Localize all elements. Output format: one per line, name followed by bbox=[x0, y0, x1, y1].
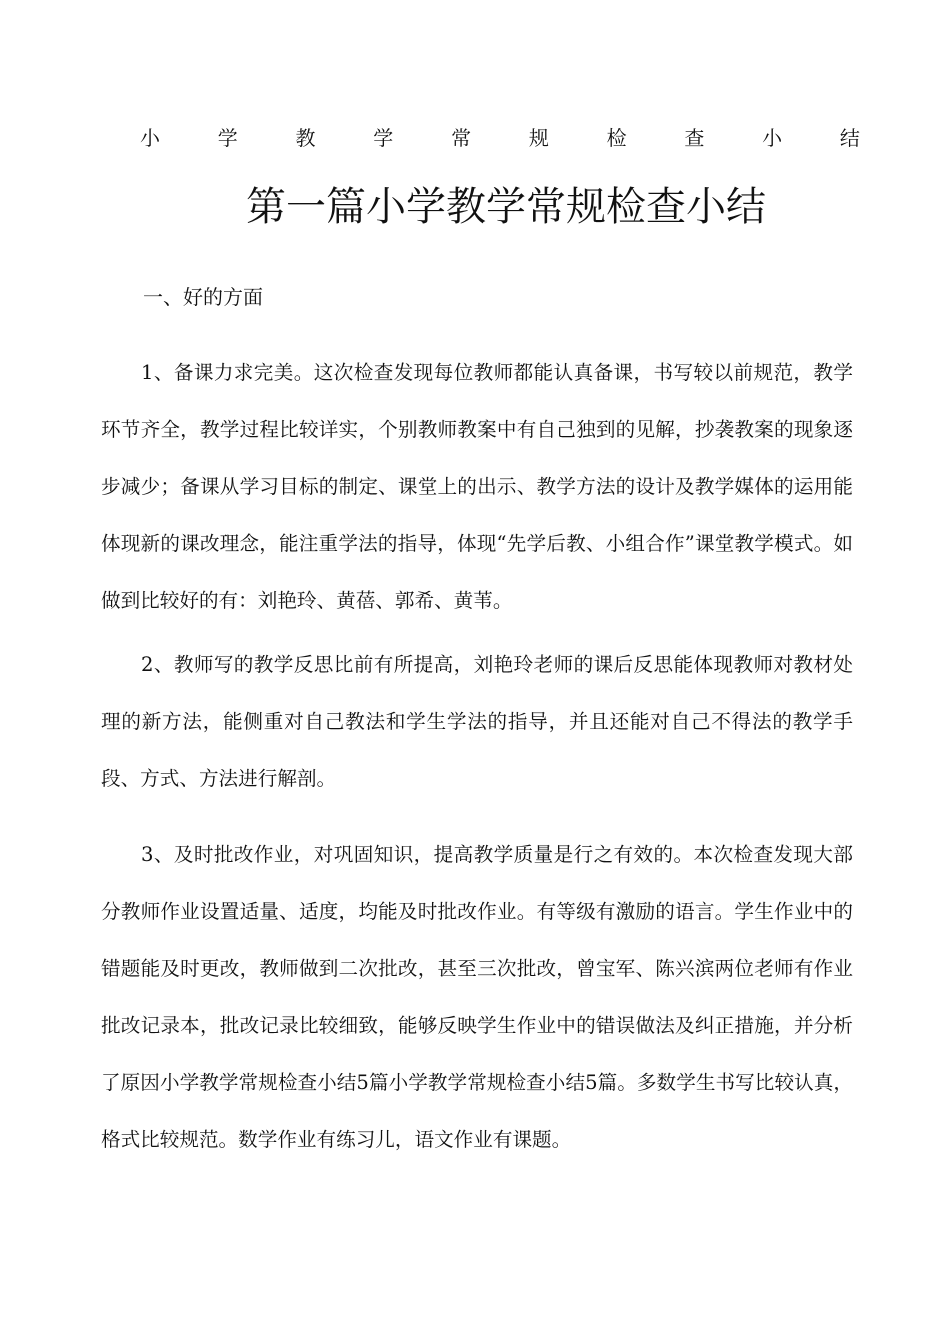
paragraph-teaching-reflection: 2、教师写的教学反思比前有所提高，刘艳玲老师的课后反思能体现教师对教材处理的新方法，能侧重对自己教法和学生学法的指导，并且还能对自己不得法的教学手段、方式、方法进行解剖。 bbox=[101, 653, 853, 790]
header-char: 学 bbox=[373, 126, 394, 150]
header-char: 教 bbox=[295, 126, 316, 150]
header-char: 规 bbox=[528, 126, 549, 150]
header-char: 小 bbox=[762, 126, 783, 150]
document-title: 第一篇小学教学常规检查小结 bbox=[246, 184, 766, 230]
header-char: 检 bbox=[606, 126, 627, 150]
header-char: 学 bbox=[217, 126, 238, 150]
spaced-header-title bbox=[140, 124, 860, 152]
header-char: 常 bbox=[451, 126, 472, 150]
paragraph-homework-correction: 3、及时批改作业，对巩固知识，提高教学质量是行之有效的。本次检查发现大部分教师作业设置适量、适度，均能及时批改作业。有等级有激励的语言。学生作业中的错题能及时更改，教师做到二次批改，甚至三次批改，曾宝军、陈兴滨两位老师有作业批改记录本，批改记录比较细致，能够反映学生作业中的错误做法及纠正措施，并分析了原因小学教学常规检查小结5篇小学教学常规检查小结5篇。多数学生书写比较认真，格式比较规范。数学作业有练习儿，语文作业有课题。 bbox=[101, 843, 853, 1151]
section-heading: 一、好的方面 bbox=[143, 285, 263, 309]
header-char: 结 bbox=[839, 126, 860, 150]
header-char: 查 bbox=[684, 126, 705, 150]
header-char: 小 bbox=[140, 126, 160, 150]
paragraph-lesson-prep: 1、备课力求完美。这次检查发现每位教师都能认真备课，书写较以前规范，教学环节齐全，教学过程比较详实，个别教师教案中有自己独到的见解，抄袭教案的现象逐步减少；备课从学习目标的制定、课堂上的出示、教学方法的设计及教学媒体的运用能体现新的课改理念，能注重学法的指导，体现“先学后教、小组合作”课堂教学模式。如做到比较好的有：刘艳玲、黄蓓、郭希、黄苇。 bbox=[101, 361, 853, 612]
